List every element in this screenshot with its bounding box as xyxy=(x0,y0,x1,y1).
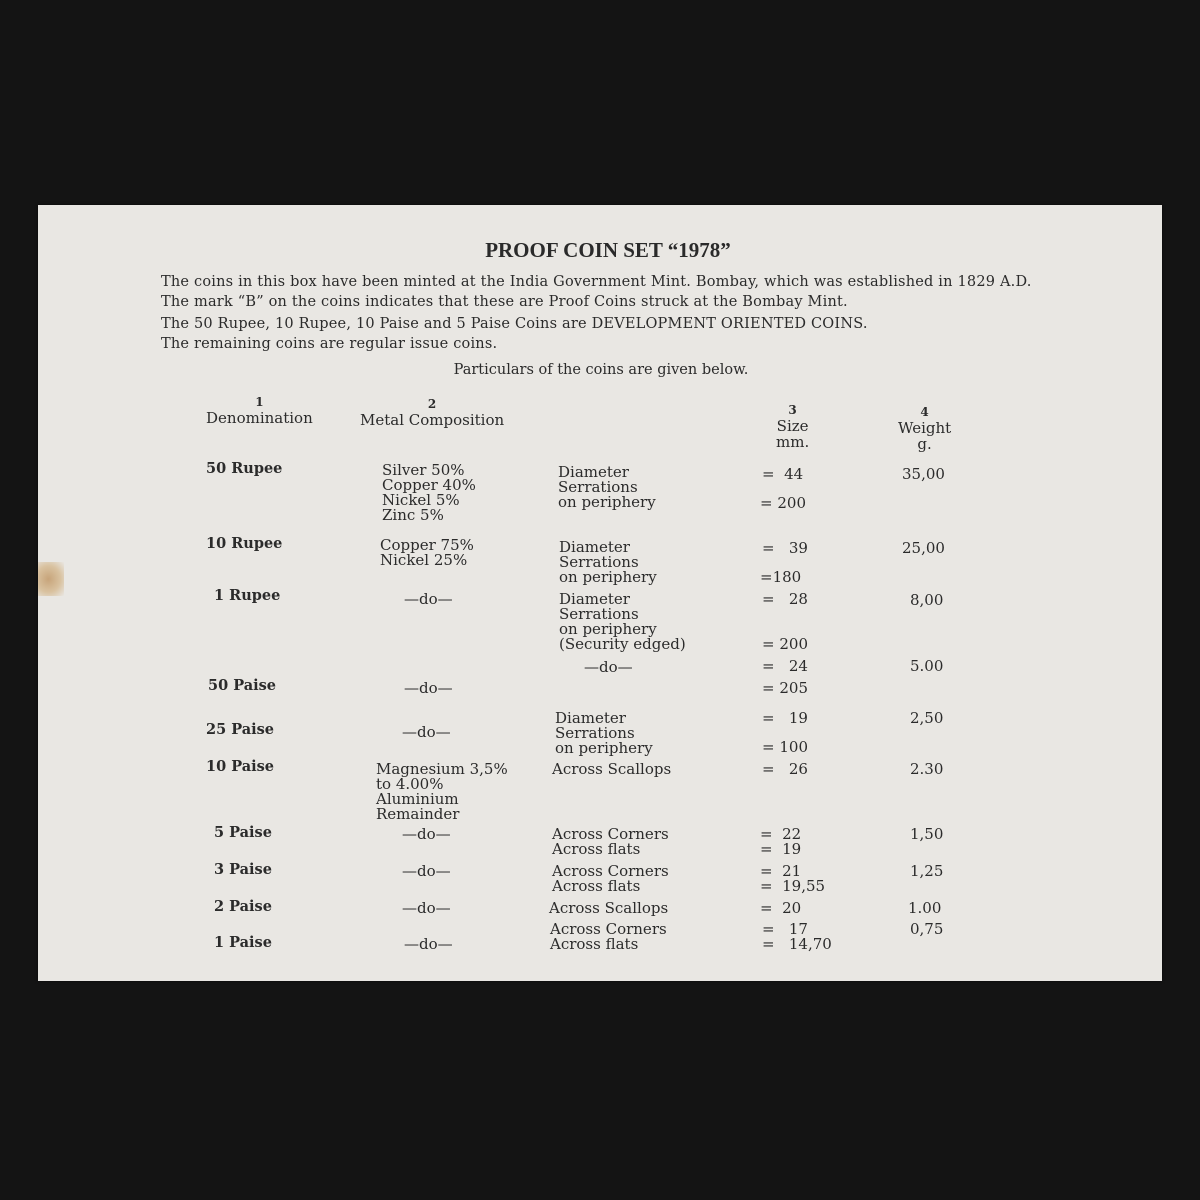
denomination: 10 Paise xyxy=(206,758,275,775)
metal-composition: —do— xyxy=(402,899,451,917)
metal-composition: —do— xyxy=(402,825,451,843)
size-value: = 17 = 14,70 xyxy=(762,920,832,953)
weight-value: 8,00 xyxy=(910,591,944,609)
measurement: Across Scallops xyxy=(549,899,669,917)
measurement: Diameter Serrations on periphery xyxy=(559,538,657,586)
weight-value: 2,50 xyxy=(910,709,944,727)
weight-value: 35,00 xyxy=(902,465,945,483)
weight-value: 1,25 xyxy=(910,862,944,880)
measurement: Across Corners Across flats xyxy=(550,920,667,953)
size-value: = 200 xyxy=(762,635,808,653)
weight-value: 25,00 xyxy=(902,539,945,557)
measurement: Diameter Serrations on periphery (Security edged) xyxy=(559,590,686,653)
measurement: Across Corners Across flats xyxy=(552,862,669,895)
paper-stain xyxy=(38,562,64,596)
metal-composition: Silver 50% Copper 40% Nickel 5% Zinc 5% xyxy=(382,461,476,524)
size-value: = 100 xyxy=(762,738,808,756)
size-value: = 24 xyxy=(762,657,808,675)
intro-line-4: The remaining coins are regular issue coins. xyxy=(161,336,498,352)
header-size: 3 Size mm. xyxy=(776,403,810,451)
metal-composition: —do— xyxy=(402,862,451,880)
size-value: = 28 xyxy=(762,590,808,608)
weight-value: 1.00 xyxy=(908,899,942,917)
particulars-line: Particulars of the coins are given below. xyxy=(453,362,749,378)
denomination: 25 Paise xyxy=(206,721,275,738)
denomination: 10 Rupee xyxy=(206,535,283,552)
intro-line-1: The coins in this box have been minted at the India Government Mint. Bombay, which was established in 1829 A.D. xyxy=(161,274,1032,290)
weight-value: 2.30 xyxy=(910,760,944,778)
weight-value: 1,50 xyxy=(910,825,944,843)
header-metal-composition: 2 Metal Composition xyxy=(360,397,505,429)
size-value: = 20 xyxy=(760,899,802,917)
header-weight: 4 Weight g. xyxy=(898,405,952,453)
measurement: Diameter Serrations on periphery xyxy=(555,709,653,757)
size-value: = 200 xyxy=(760,494,806,512)
metal-composition: Magnesium 3,5% to 4.00% Aluminium Remainder xyxy=(376,760,508,823)
size-value: = 205 xyxy=(762,679,808,697)
measurement: Across Corners Across flats xyxy=(552,825,669,858)
denomination: 5 Paise xyxy=(214,824,272,841)
denomination: 50 Rupee xyxy=(206,460,283,477)
denomination: 1 Paise xyxy=(214,934,272,951)
denomination: 1 Rupee xyxy=(214,587,281,604)
coin-set-card xyxy=(38,205,1162,981)
size-value: = 21 = 19,55 xyxy=(760,862,826,895)
denomination: 3 Paise xyxy=(214,861,272,878)
weight-value: 5.00 xyxy=(910,657,944,675)
weight-value: 0,75 xyxy=(910,920,944,938)
page-title: PROOF COIN SET “1978” xyxy=(485,238,731,262)
denomination: 50 Paise xyxy=(208,677,277,694)
measurement: Across Scallops xyxy=(552,760,672,778)
header-denomination: 1 Denomination xyxy=(206,395,313,427)
metal-composition: —do— xyxy=(404,679,453,697)
intro-line-2: The mark “B” on the coins indicates that these are Proof Coins struck at the Bombay Mint. xyxy=(161,294,848,310)
intro-line-3: The 50 Rupee, 10 Rupee, 10 Paise and 5 Paise Coins are DEVELOPMENT ORIENTED COINS. xyxy=(161,316,868,332)
denomination: 2 Paise xyxy=(214,898,272,915)
size-value: = 39 xyxy=(762,539,808,557)
measurement: —do— xyxy=(584,658,633,676)
size-value: = 26 xyxy=(762,760,808,778)
measurement: Diameter Serrations on periphery xyxy=(558,463,656,511)
metal-composition: —do— xyxy=(402,723,451,741)
size-value: = 19 xyxy=(762,709,808,727)
metal-composition: —do— xyxy=(404,590,453,608)
metal-composition: Copper 75% Nickel 25% xyxy=(380,536,474,569)
size-value: =180 xyxy=(760,568,802,586)
size-value: = 44 xyxy=(762,465,804,483)
metal-composition: —do— xyxy=(404,935,453,953)
size-value: = 22 = 19 xyxy=(760,825,802,858)
